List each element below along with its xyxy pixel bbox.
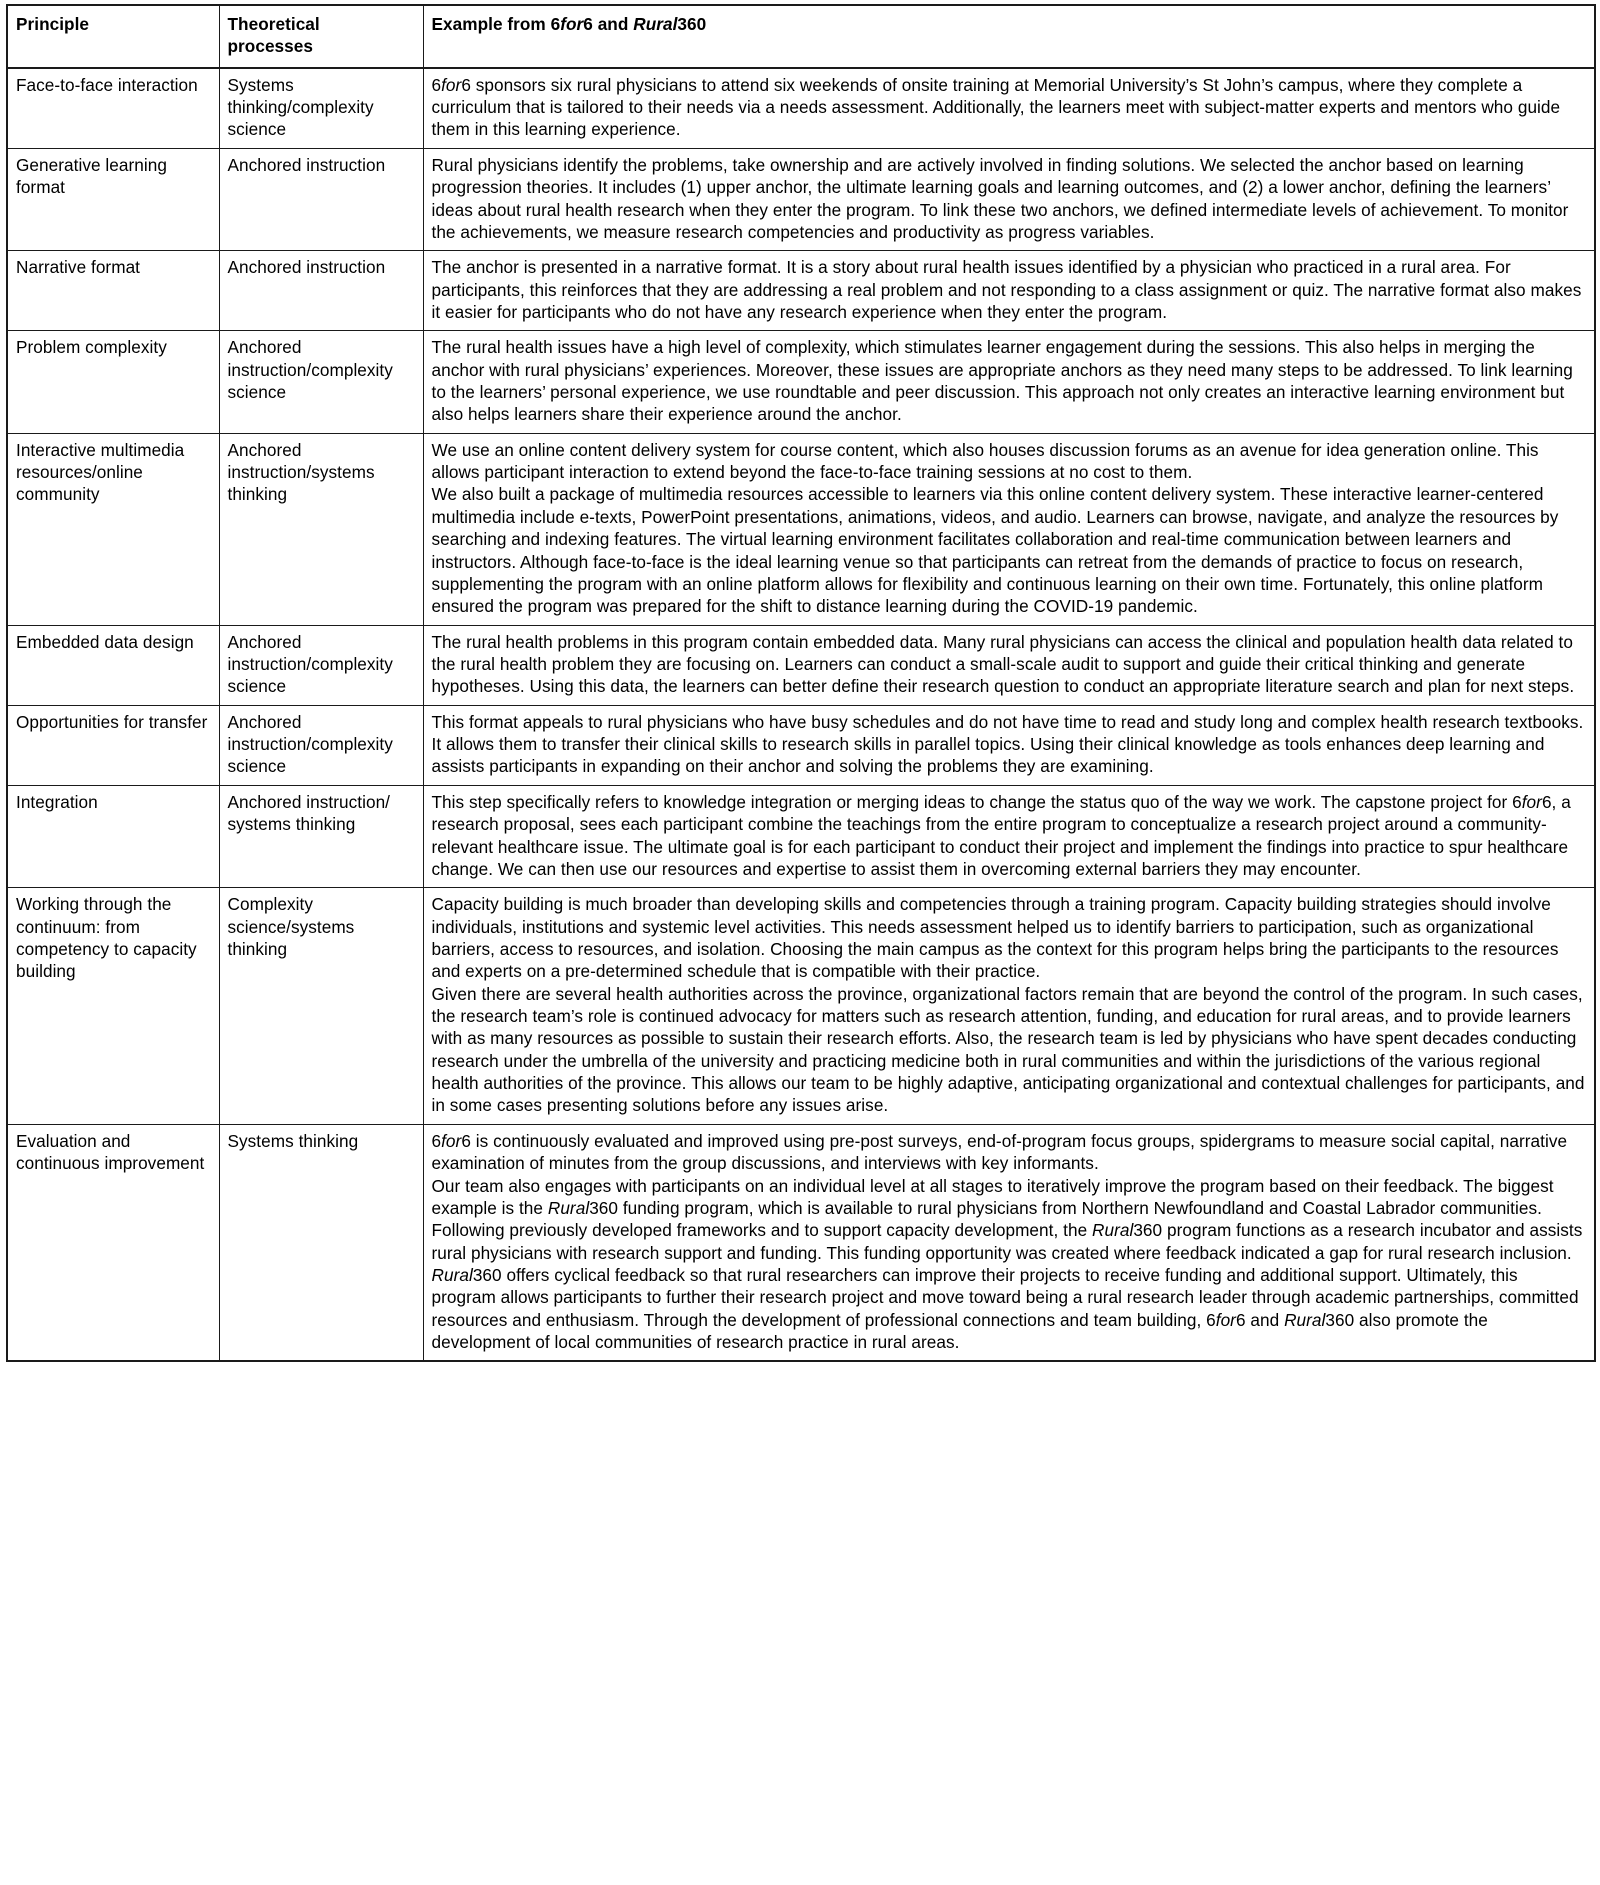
example-suffix: 360 — [677, 14, 707, 34]
table-body — [7, 68, 1595, 1362]
cell-theoretical-processes: Complexity science/systems thinking — [219, 888, 423, 1125]
italic-rural: Rural — [431, 1264, 473, 1285]
cell-example — [423, 705, 1595, 785]
cell-theoretical-processes: Anchored instruction/complexity science — [219, 625, 423, 705]
cell-example — [423, 331, 1595, 433]
cell-theoretical-processes: Systems thinking/complexity science — [219, 68, 423, 149]
column-header-processes-line2: processes — [227, 36, 313, 57]
cell-example — [423, 433, 1595, 625]
example-paragraph: 6for6 sponsors six rural physicians to attend six weekends of onsite training at Memorial University’s St John’s campus, where they complete a curriculum that is tailored to their needs via a needs assessment. Additionally, the learners meet with subject-matter experts and mentors who guide them in this learning experience. — [431, 74, 1561, 140]
table-row — [7, 331, 1595, 433]
example-paragraph: The rural health problems in this program contain embedded data. Many rural physicians can access the clinical and population health data related to the rural health problem they are focusing on. Learners can conduct a small-scale audit to support and guide their critical thinking and generate hypotheses. Using this data, the learners can better define their research question to conduct an appropriate literature search and plan for next steps. — [431, 631, 1575, 697]
cell-theoretical-processes: Systems thinking — [219, 1124, 423, 1361]
table-row — [7, 251, 1595, 331]
example-paragraph: Our team also engages with participants on an individual level at all stages to iteratively improve the program based on their feedback. The biggest example is the Rural360 funding program, which is available to rural physicians from Northern Newfoundland and Coastal Labrador communities. Following previously developed frameworks and to support capacity development, the Rural360 program functions as a research incubator and assists rural physicians with research support and funding. This funding opportunity was created where feedback indicated a gap for rural research inclusion. Rural360 offers cyclical feedback so that rural researchers can improve their projects to receive funding and additional support. Ultimately, this program allows participants to further their research project and move toward being a rural research leader through academic partnerships, committed resources and enthusiasm. Through the development of professional connections and team building, 6for6 and Rural360 also promote the development of local communities of research practice in rural areas. — [431, 1175, 1583, 1353]
column-header-example — [423, 5, 1595, 68]
italic-rural: Rural — [1092, 1220, 1134, 1241]
table-row — [7, 433, 1595, 625]
column-header-principle: Principle — [7, 5, 219, 68]
table-header — [7, 5, 1595, 68]
table-row — [7, 785, 1595, 887]
italic-rural: Rural — [547, 1197, 590, 1218]
table-row — [7, 625, 1595, 705]
cell-principle: Evaluation and continuous improvement — [7, 1124, 219, 1361]
cell-theoretical-processes: Anchored instruction/systems thinking — [219, 433, 423, 625]
italic-for: for — [441, 1130, 462, 1151]
table-row — [7, 148, 1595, 250]
cell-theoretical-processes: Anchored instruction/complexity science — [219, 705, 423, 785]
cell-theoretical-processes: Anchored instruction — [219, 148, 423, 250]
cell-example — [423, 785, 1595, 887]
example-italic-rural: Rural — [633, 14, 678, 34]
cell-principle: Integration — [7, 785, 219, 887]
cell-principle: Generative learning format — [7, 148, 219, 250]
example-paragraph: The rural health issues have a high level of complexity, which stimulates learner engagement during the sessions. This also helps in merging the anchor with rural physicians’ experiences. Moreover, these issues are appropriate anchors as they need many steps to be addressed. To link learning to the learners’ personal experience, we use roundtable and peer discussion. This approach not only creates an interactive learning environment but also helps learners share their experience around the anchor. — [431, 337, 1573, 425]
cell-example — [423, 68, 1595, 149]
example-paragraph: Rural physicians identify the problems, take ownership and are actively involved in finding solutions. We selected the anchor based on learning progression theories. It includes (1) upper anchor, the ultimate learning goals and learning outcomes, and (2) a lower anchor, defining the learners’ ideas about rural health research when they enter the program. To link these two anchors, we defined intermediate levels of achievement. To monitor the achievements, we measure research competencies and productivity as progress variables. — [431, 154, 1569, 242]
cell-principle: Problem complexity — [7, 331, 219, 433]
table-row — [7, 68, 1595, 149]
example-paragraph: We also built a package of multimedia resources accessible to learners via this online content delivery system. These interactive learner-centered multimedia include e-texts, PowerPoint presentations, animations, videos, and audio. Learners can browse, navigate, and analyze the resources by searching and indexing features. The virtual learning environment facilitates collaboration and real-time communication between learners and instructors. Although face-to-face is the ideal learning venue so that participants can retreat from the demands of practice to focus on research, supplementing the program with an online platform allows for flexibility and continuous learning on their own time. Fortunately, this online platform ensured the program was prepared for the shift to distance learning during the COVID-19 pandemic. — [431, 484, 1559, 617]
cell-example — [423, 1124, 1595, 1361]
italic-for: for — [1215, 1309, 1236, 1330]
cell-principle: Working through the continuum: from competency to capacity building — [7, 888, 219, 1125]
example-paragraph: This format appeals to rural physicians who have busy schedules and do not have time to read and study long and complex health research textbooks. It allows them to transfer their clinical skills to research skills in parallel topics. Using their clinical knowledge as tools enhances deep learning and assists participants in expanding on their anchor and solving the problems they are examining. — [431, 711, 1584, 777]
italic-for: for — [441, 74, 462, 95]
header-row — [7, 5, 1595, 68]
example-italic-for: for — [560, 14, 584, 34]
italic-rural: Rural — [1284, 1309, 1326, 1330]
example-paragraph: This step specifically refers to knowledge integration or merging ideas to change the status quo of the way we work. The capstone project for 6for6, a research proposal, sees each participant combine the teachings from the entire program to conceptualize a research project around a community-relevant healthcare issue. The ultimate goal is for each participant to conduct their project and implement the findings into practice to spur healthcare change. We can then use our resources and expertise to assist them in overcoming external barriers they may encounter. — [431, 791, 1571, 879]
cell-theoretical-processes: Anchored instruction — [219, 251, 423, 331]
cell-example — [423, 251, 1595, 331]
cell-example — [423, 888, 1595, 1125]
example-paragraph: We use an online content delivery system for course content, which also houses discussion forums as an avenue for idea generation online. This allows participant interaction to extend beyond the face-to-face training sessions at no cost to them. — [431, 439, 1539, 483]
italic-for: for — [1521, 791, 1542, 812]
column-header-theoretical-processes — [219, 5, 423, 68]
cell-example — [423, 625, 1595, 705]
example-paragraph: The anchor is presented in a narrative format. It is a story about rural health issues identified by a physician who practiced in a rural area. For participants, this reinforces that they are addressing a real problem and not responding to a class assignment or quiz. The narrative format also makes it easier for participants who do not have any research experience when they enter the program. — [431, 257, 1582, 322]
table-row — [7, 705, 1595, 785]
example-paragraph: Given there are several health authorities across the province, organizational factors remain that are beyond the control of the program. In such cases, the research team’s role is continued advocacy for matters such as research attention, funding, and education for rural areas, and to provide learners with as many resources as possible to sustain their research efforts. Also, the research team is led by physicians who have spent decades conducting research under the umbrella of the university and practicing medicine both in rural communities and within the jurisdictions of the various regional health authorities of the province. This allows our team to be highly adaptive, anticipating organizational and contextual challenges for participants, and in some cases presenting solutions before any issues arise. — [431, 983, 1585, 1116]
cell-principle: Face-to-face interaction — [7, 68, 219, 149]
cell-example — [423, 148, 1595, 250]
example-paragraph: 6for6 is continuously evaluated and improved using pre-post surveys, end-of-program focus groups, spidergrams to measure social capital, narrative examination of minutes from the group discussions, and interviews with key informants. — [431, 1130, 1568, 1174]
example-mid: 6 and — [583, 14, 634, 34]
column-header-processes-line1: Theoretical — [227, 14, 320, 34]
cell-theoretical-processes: Anchored instruction/complexity science — [219, 331, 423, 433]
cell-principle: Narrative format — [7, 251, 219, 331]
example-paragraph: Capacity building is much broader than developing skills and competencies through a training program. Capacity building strategies should involve individuals, institutions and systemic level activities. This needs assessment helped us to identify barriers to participation, such as organizational barriers, access to resources, and isolation. Choosing the main campus as the context for this program helps bring the participants to the resources and experts on a pre-determined schedule that is compatible with their practice. — [431, 894, 1559, 982]
table-row — [7, 888, 1595, 1125]
cell-principle: Opportunities for transfer — [7, 705, 219, 785]
cell-principle: Embedded data design — [7, 625, 219, 705]
table-row — [7, 1124, 1595, 1361]
cell-theoretical-processes: Anchored instruction/ systems thinking — [219, 785, 423, 887]
principles-table — [6, 4, 1596, 1362]
example-prefix: Example from 6 — [431, 14, 561, 34]
cell-principle: Interactive multimedia resources/online community — [7, 433, 219, 625]
